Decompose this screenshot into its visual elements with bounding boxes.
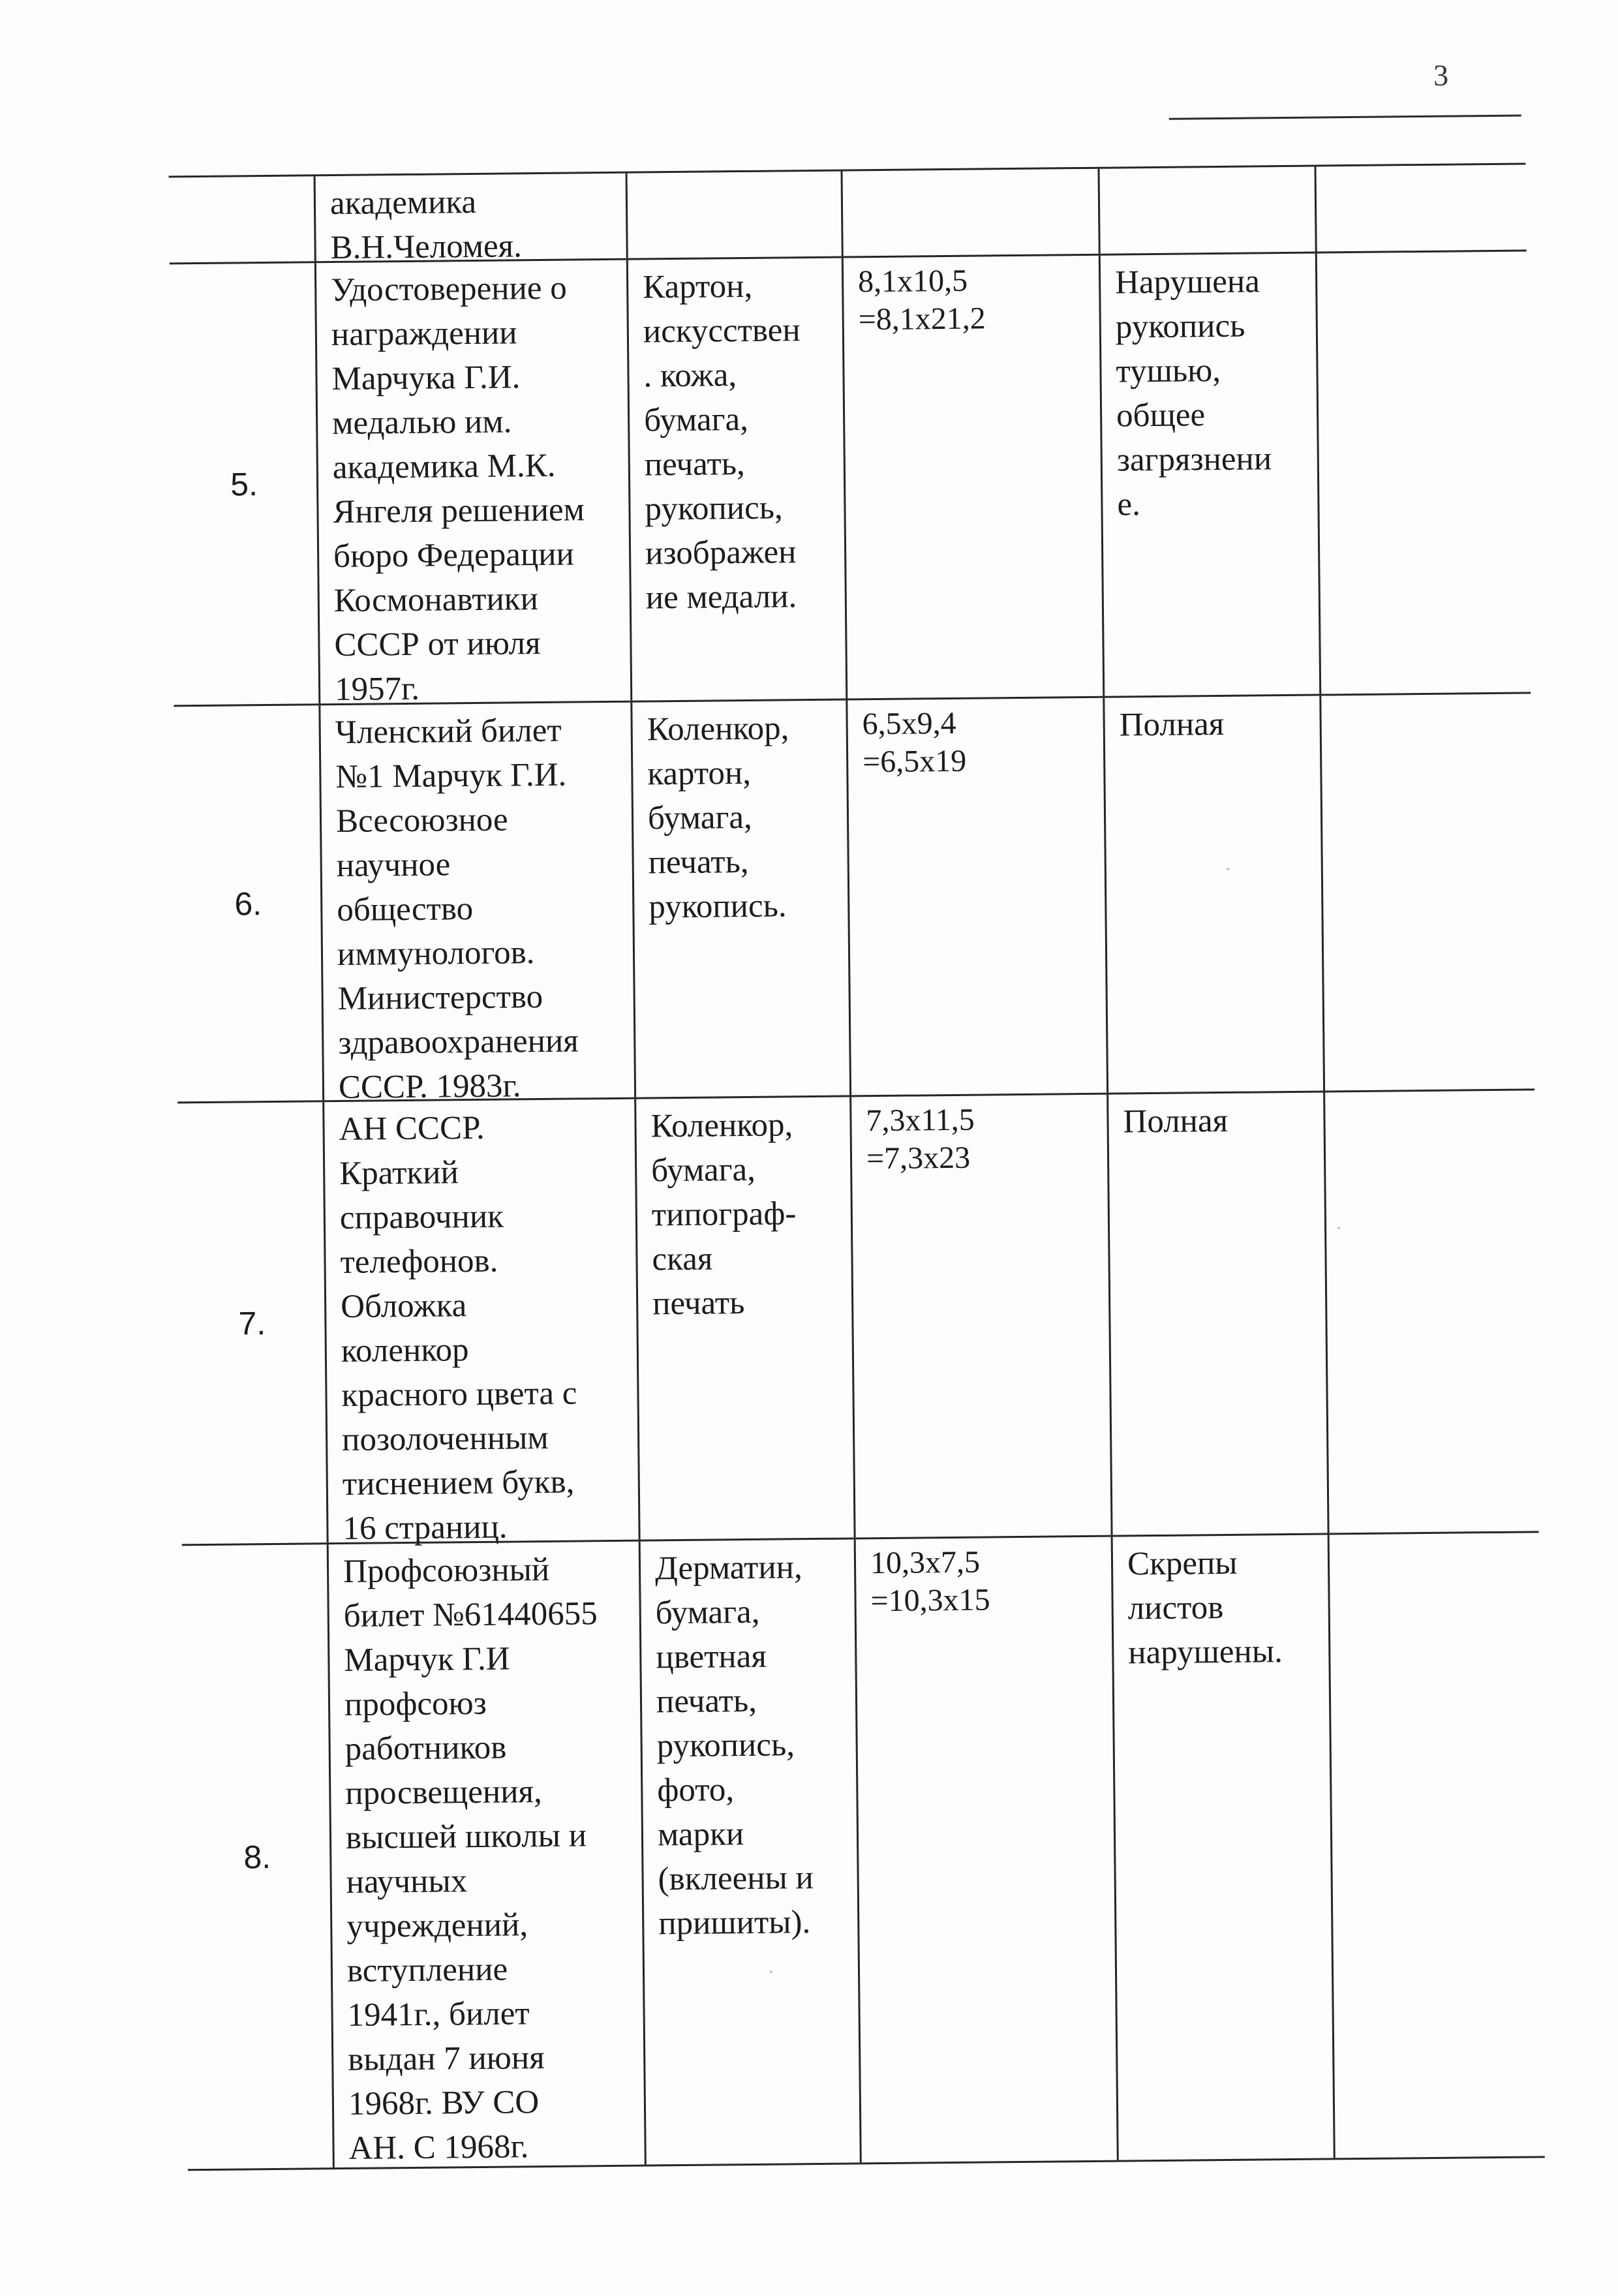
scan-speck: [770, 1970, 772, 1973]
scan-speck: [1227, 868, 1229, 870]
note-cell: [1323, 1090, 1538, 1533]
table-row: [169, 162, 1527, 267]
condition-cell: Скрепы листов нарушены.: [1111, 1535, 1334, 2160]
scan-speck: [1337, 1227, 1340, 1229]
size-cell: [841, 169, 1099, 256]
row-number: 7.: [238, 1304, 266, 1341]
condition-cell: Нарушена рукопись тушью, общее загрязнени е.: [1099, 254, 1319, 696]
inventory-table: [169, 162, 1545, 2171]
material-cell: [626, 172, 842, 258]
note-cell: [1315, 251, 1531, 694]
row-number: 5.: [230, 465, 258, 503]
material-cell: Коленкор, бумага, типограф- ская печать: [634, 1097, 853, 1539]
size-cell: 7,3x11,5 =7,3x23: [849, 1095, 1110, 1538]
note-cell: [1328, 1533, 1545, 2158]
material-cell: Коленкор, картон, бумага, печать, рукопись.: [630, 701, 849, 1097]
condition-cell: Полная: [1103, 696, 1323, 1093]
size-cell: 10,3x7,5 =10,3x15: [854, 1537, 1117, 2163]
note-cell: [1314, 164, 1526, 251]
table-row: [182, 1533, 1545, 2171]
size-cell: 8,1x10,5 =8,1x21,2: [842, 256, 1103, 699]
item-name-cell: Удостоверение о награждении Марчука Г.И. медалью им. академика М.К. Янгеля решением бюро Федерации Космонавтики СССР от июля 1957г.: [314, 260, 630, 704]
size-cell: 6,5x9,4 =6,5x19: [846, 698, 1107, 1095]
item-name-cell: Профсоюзный билет №61440655 Марчук Г.И профсоюз работников просвещения, высшей школы и научных учреждений, вступление 1941г., билет выдан 7 июня 1968г. ВУ СО АН. С 1968г.: [327, 1542, 645, 2168]
table-row: [170, 251, 1531, 707]
table-row: [177, 1090, 1538, 1546]
row-number: [169, 176, 314, 262]
row-number: 6.: [234, 885, 262, 923]
row-number: 8.: [243, 1838, 271, 1875]
item-name-cell: Членский билет №1 Марчук Г.И. Всесоюзное научное общество иммунологов. Министерство здравоохранения СССР. 1983г.: [318, 703, 634, 1101]
table-row: [174, 694, 1534, 1106]
material-cell: Картон, искусствен . кожа, бумага, печать, рукопись, изображен ие медали.: [626, 258, 846, 701]
item-name-cell: академика В.Н.Челомея.: [314, 174, 626, 262]
header-rule: [1169, 115, 1521, 120]
item-name-cell: АН СССР. Краткий справочник телефонов. Обложка коленкор красного цвета с позолоченным тиснением букв, 16 страниц.: [322, 1099, 638, 1543]
material-cell: Дерматин, бумага, цветная печать, рукопись, фото, марки (вклеены и пришиты).: [639, 1539, 860, 2164]
page-number: 3: [1433, 58, 1449, 92]
condition-cell: Полная: [1107, 1093, 1327, 1535]
condition-cell: [1098, 167, 1315, 254]
note-cell: [1319, 694, 1534, 1090]
